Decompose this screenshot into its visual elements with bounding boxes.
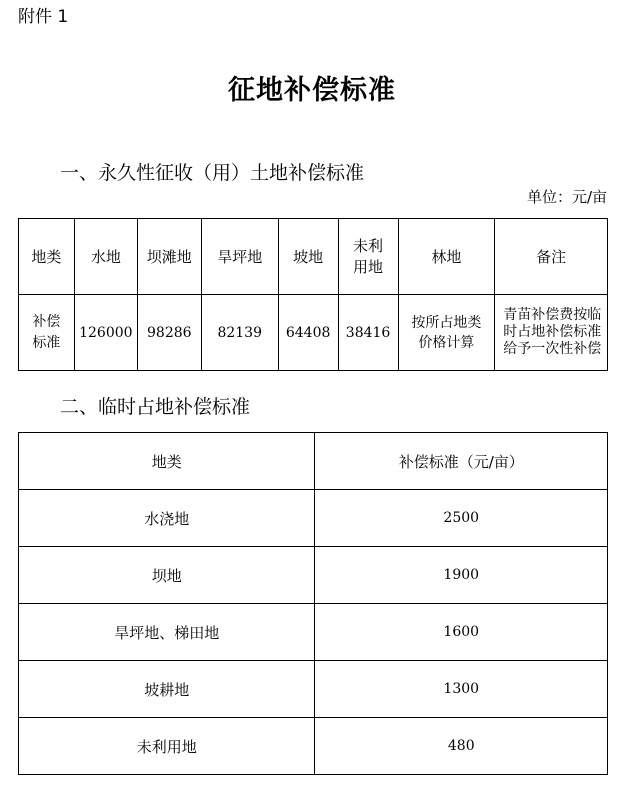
row-label: 补偿 标准	[19, 295, 75, 371]
note-cell: 青苗补偿费按临 时占地补偿标准 给予一次性补偿	[495, 295, 608, 371]
column-header: 水地	[74, 219, 137, 295]
column-header: 未利 用地	[338, 219, 398, 295]
table-cell: 126000	[74, 295, 137, 371]
temporary-compensation-table	[18, 432, 608, 775]
land-type-cell: 坝地	[19, 547, 315, 604]
value-cell: 480	[315, 718, 608, 775]
table-row	[19, 295, 608, 371]
column-header: 补偿标准（元/亩）	[315, 433, 608, 490]
table-cell: 38416	[338, 295, 398, 371]
land-type-cell: 水浇地	[19, 490, 315, 547]
column-header: 林地	[398, 219, 495, 295]
column-header: 旱坪地	[201, 219, 278, 295]
table-row	[19, 661, 608, 718]
land-type-cell: 旱坪地、梯田地	[19, 604, 315, 661]
value-cell: 1600	[315, 604, 608, 661]
table-row	[19, 490, 608, 547]
section2-heading: 二、临时占地补偿标准	[60, 396, 251, 418]
table-cell: 64408	[278, 295, 338, 371]
document-title: 征地补偿标准	[228, 75, 396, 106]
column-header: 地类	[19, 219, 75, 295]
value-cell: 2500	[315, 490, 608, 547]
forest-cell: 按所占地类 价格计算	[398, 295, 495, 371]
column-header: 地类	[19, 433, 315, 490]
value-cell: 1900	[315, 547, 608, 604]
table-row	[19, 718, 608, 775]
table-header-row	[19, 219, 608, 295]
value-cell: 1300	[315, 661, 608, 718]
column-header: 坡地	[278, 219, 338, 295]
column-header: 坝滩地	[137, 219, 201, 295]
section1-heading: 一、永久性征收（用）土地补偿标准	[60, 162, 365, 184]
unit-label: 单位：元/亩	[526, 188, 607, 206]
land-type-cell: 坡耕地	[19, 661, 315, 718]
land-type-cell: 未利用地	[19, 718, 315, 775]
column-header: 备注	[495, 219, 608, 295]
table-header-row	[19, 433, 608, 490]
table-row	[19, 547, 608, 604]
table-row	[19, 604, 608, 661]
table-cell: 82139	[201, 295, 278, 371]
table-cell: 98286	[137, 295, 201, 371]
attachment-label: 附件 1	[18, 7, 69, 27]
permanent-compensation-table	[18, 218, 608, 371]
